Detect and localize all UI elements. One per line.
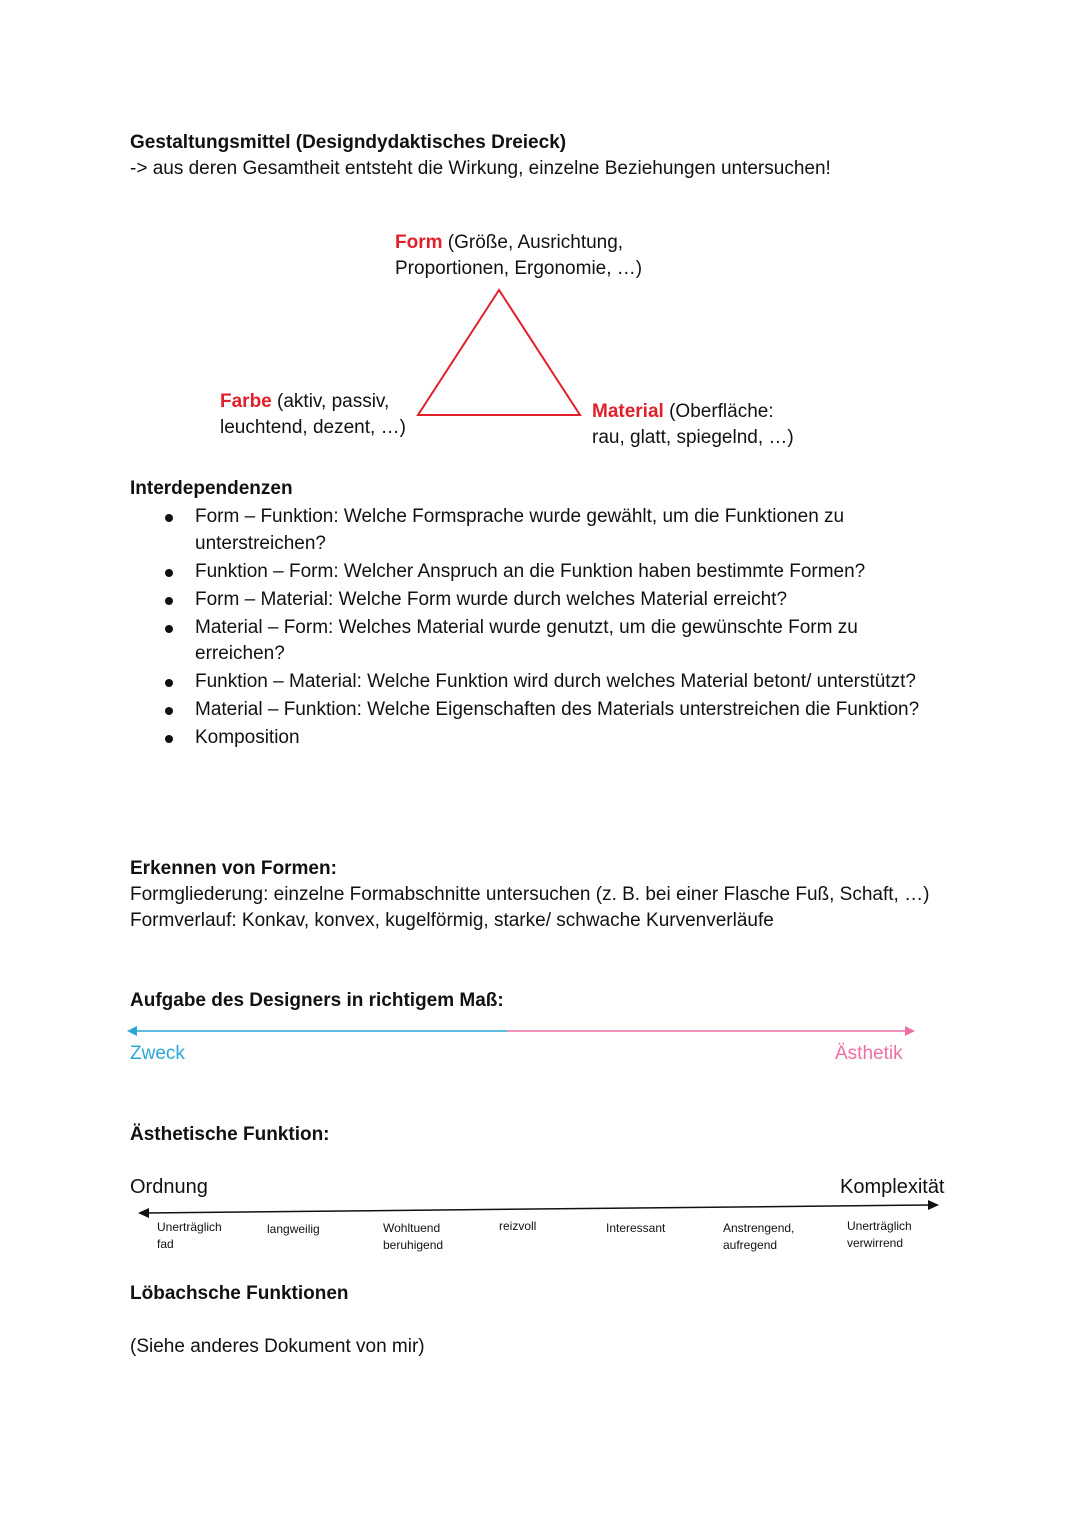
material-desc-2: rau, glatt, spiegelnd, …): [592, 427, 794, 448]
bullet-icon: [165, 597, 173, 605]
farbe-desc-1: (aktiv, passiv,: [271, 391, 390, 412]
material-desc-1: (Oberfläche:: [663, 401, 774, 422]
bullet-icon: [165, 707, 173, 715]
bullet-icon: [165, 735, 173, 743]
design-triangle: [410, 285, 590, 425]
erkennen-line-1: Formgliederung: einzelne Formabschnitte untersuchen (z. B. bei einer Flasche Fuß, Schaft, …): [130, 884, 930, 905]
bullet-icon: [165, 625, 173, 633]
right-arrowhead-icon: [905, 1026, 915, 1036]
list-item: Funktion – Material: Welche Funktion wird durch welches Material betont/ unterstützt?: [130, 669, 930, 696]
loebach-note: (Siehe anderes Dokument von mir): [130, 1336, 425, 1357]
scale-line: [145, 1205, 931, 1213]
bullet-icon: [165, 514, 173, 522]
list-item: Material – Form: Welches Material wurde genutzt, um die gewünschte Form zu erreichen?: [130, 615, 930, 668]
aufgabe-title: Aufgabe des Designers in richtigem Maß:: [130, 990, 504, 1011]
triangle-label-farbe: [220, 389, 406, 441]
triangle-shape: [418, 290, 580, 415]
interdependenzen-list: [130, 504, 930, 753]
triangle-label-form: [395, 230, 642, 282]
form-desc-1: (Größe, Ausrichtung,: [442, 232, 624, 253]
scale-item: Unerträglich verwirrend: [847, 1219, 912, 1250]
left-arrowhead-icon: [127, 1026, 137, 1036]
interdependenzen-title: Interdependenzen: [130, 478, 293, 499]
list-item: Komposition: [130, 725, 930, 752]
bullet-icon: [165, 679, 173, 687]
page-subtitle: -> aus deren Gesamtheit entsteht die Wirkung, einzelne Beziehungen untersuchen!: [130, 158, 831, 179]
material-keyword: Material: [592, 401, 664, 422]
ordnung-label: Ordnung: [130, 1176, 208, 1198]
left-arrowhead-icon: [138, 1208, 149, 1218]
scale-item: Unerträglich fad: [157, 1220, 222, 1251]
right-arrowhead-icon: [928, 1200, 939, 1210]
komplexitaet-label: Komplexität: [840, 1176, 945, 1198]
erkennen-line-2: Formverlauf: Konkav, konvex, kugelförmig, starke/ schwache Kurvenverläufe: [130, 910, 774, 931]
form-keyword: Form: [395, 232, 443, 253]
scale-item: Anstrengend, aufregend: [723, 1221, 795, 1252]
form-desc-2: Proportionen, Ergonomie, …): [395, 258, 643, 279]
scale-item: Wohltuend beruhigend: [383, 1221, 444, 1252]
aesthetische-title: Ästhetische Funktion:: [130, 1124, 330, 1145]
list-item: Form – Funktion: Welche Formsprache wurde gewählt, um die Funktionen zu unterstreichen?: [130, 504, 930, 557]
scale-item: Interessant: [606, 1221, 666, 1235]
triangle-label-material: [592, 399, 794, 451]
list-item: Material – Funktion: Welche Eigenschaften des Materials unterstreichen die Funktion?: [130, 697, 930, 724]
scale-item: langweilig: [267, 1222, 320, 1236]
farbe-keyword: Farbe: [220, 391, 272, 412]
zweck-aesthetik-arrow: [125, 1022, 920, 1040]
aesthetik-label: Ästhetik: [835, 1043, 903, 1064]
list-item: Form – Material: Welche Form wurde durch welches Material erreicht?: [130, 587, 930, 614]
zweck-label: Zweck: [130, 1043, 185, 1064]
page-title: Gestaltungsmittel (Designdydaktisches Dreieck): [130, 132, 567, 153]
ordnung-komplexitaet-arrow: [135, 1200, 945, 1220]
farbe-desc-2: leuchtend, dezent, …): [220, 417, 406, 438]
erkennen-title: Erkennen von Formen:: [130, 858, 337, 879]
scale-item: reizvoll: [499, 1219, 537, 1233]
bullet-icon: [165, 569, 173, 577]
list-item: Funktion – Form: Welcher Anspruch an die Funktion haben bestimmte Formen?: [130, 559, 930, 586]
loebach-title: Löbachsche Funktionen: [130, 1283, 349, 1304]
